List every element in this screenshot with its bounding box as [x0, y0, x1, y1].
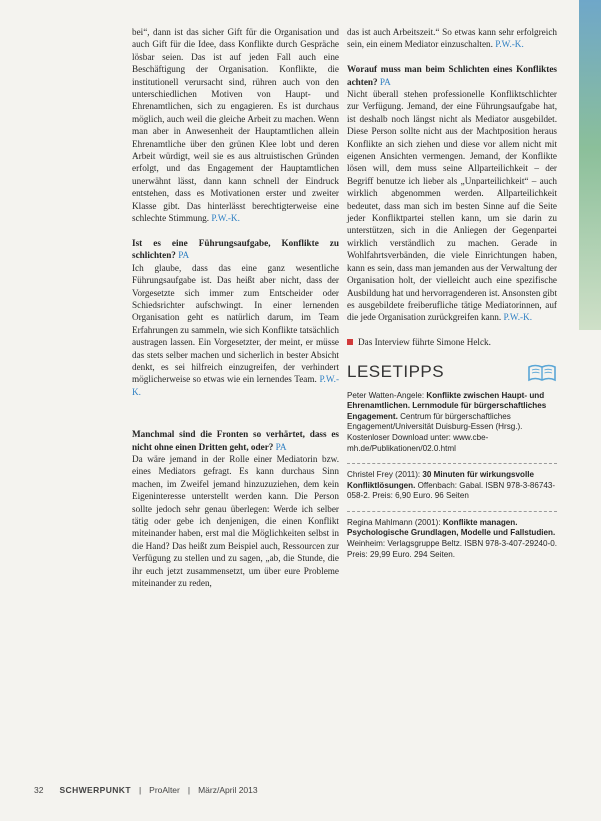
- reading-tip: Regina Mahlmann (2001): Konflikte managen. Psychologische Grundlagen, Modelle und Fallstudien. Weinheim: Verlagsgruppe Beltz. ISBN 978-3-407-29240-0. Preis: 29,99 Euro. 294 Seiten.: [347, 517, 557, 559]
- author-initials: P.W.-K.: [503, 312, 532, 323]
- right-column: [347, 26, 557, 569]
- interview-question: Ist es eine Führungsaufgabe, Konflikte zu schlichten? PA: [132, 237, 339, 261]
- red-square-bullet-icon: [347, 339, 353, 345]
- footer-separator: |: [138, 785, 142, 795]
- answer-paragraph: das ist auch Arbeitszeit.“ So etwas kann sehr erfolgreich sein, ein einem Mediator einzuschalten. P.W.-K.: [347, 27, 557, 50]
- open-book-icon: [527, 363, 557, 383]
- magazine-name: ProAlter: [149, 785, 180, 795]
- question-tag: PA: [379, 76, 391, 87]
- answer-paragraph: Nicht überall stehen professionelle Konfliktschlichter zur Verfügung. Jemand, der eine Führungsaufgabe hat, ist deshalb noch längst nicht als Mediator ausgebildet. Diese Person sollte nicht aus der Machtposition heraus Konflikte an sich ziehen und diese vor allem nicht mit eigenen Ansichten vermengen. Jemand, der Konflikte lösen will, dem muss seine Allparteilichkeit – der Begriff benutze ich lieber als „Unparteilichkeit“ – auch wirklich abgenommen werden. Allparteilichkeit bedeutet, dass man sich im besten Sinne auf die Seite jeder Konfliktpartei stellen kann, um sie darin zu unterstützen, sich in die Anliegen der Gegenpartei wirklich verständlich zu machen. Gerade in Wohlfahrtsverbänden, die viele Einrichtungen haben, kann es sein, dass man jemanden aus der Verwaltung der Organisation holt, der vielleicht auch eine spezifische Ausbildung hat und hervorragenderen ist. Ansonsten gibt es ausgebildete freiberufliche tätige Mediatorinnen, auf die jede Organisation zurückgreifen kann. P.W.-K.: [347, 89, 558, 323]
- interview-question: Manchmal sind die Fronten so verhärtet, dass es nicht ohne einen Dritten geht, oder? PA: [132, 429, 339, 452]
- page-footer: [34, 785, 258, 795]
- author-initials: P.W.-K.: [495, 39, 524, 50]
- answer-paragraph: Ich glaube, dass das eine ganz wesentliche Führungsaufgabe ist. Das heißt aber nicht, dass der Vorgesetzte sich immer zum Entscheider oder Schiedsrichter aufschwingt. In einer lernenden Organisation geht es natürlich darum, im Team Erfahrungen zu sammeln, wie sich Konflikte tatsächlich austragen lassen. Ein Vorgesetzter, der meint, er müsse das stets selber machen und sicherlich in bester Absicht denkt, es sei hilfreich einzugreifen, der verhindert möglicherweise so etwas wie ein lernendes Team. P.W.-K.: [132, 262, 340, 397]
- answer-paragraph: bei“, dann ist das sicher Gift für die Organisation und auch Gift für die Idee, dass Konflikte durch Gespräche lösbar seien. Das ist auf jeden Fall auch eine Beschäftigung der Organisation. Konflikte, die institutionell verursacht sind, rühren auch von den unterschiedlichen Motiven von Haupt- und Ehrenamtlichen, sich zu engagieren. Es ist durchaus möglich, auch weil die gleiche Arbeit zu machen. Wenn man aber in Anwesenheit der Hauptamtlichen allein Ehrenamtliche über den grünen Klee lobt und deren Arbeit würdigt, weil sie es aus altruistischen Gründen erfolgt, und das Engagement der Hauptamtlichen unerwähnt lässt, dann kann schnell der Eindruck entstehen, dass es Motivationen erster und zweiter Klasse gibt. Das hinterlässt berechtigterweise eine schlechte Stimmung. P.W.-K.: [132, 27, 339, 224]
- question-tag: PA: [178, 250, 190, 261]
- page-edge-image-strip: [579, 0, 601, 330]
- footer-separator: |: [187, 785, 191, 795]
- section-name: SCHWERPUNKT: [59, 785, 131, 795]
- interview-question: Worauf muss man beim Schlichten eines Konfliktes achten? PA: [347, 64, 557, 87]
- interview-credit: Das Interview führte Simone Helck.: [347, 336, 557, 348]
- answer-paragraph: Da wäre jemand in der Rolle einer Mediatorin bzw. eines Mediators gefragt. Es kann durchaus Sinn machen, im Zweifel jemand hinzuzuziehen, dem kein Eigeninteresse unterstellt werden kann. Die Person sollte jedoch sehr genau überlegen: Werde ich selber tätig oder gebe ich denjenigen, die einen Konflikt miteinander haben, erst mal die Möglichkeiten selbst in die Hand? Das heißt zum Beispiel auch, Ressourcen zur Verfügung zu stellen und zu sagen, „ab, die Stunde, die ihr euch jetzt zusammensetzt, um über eure Probleme miteinander zu reden,: [132, 453, 339, 589]
- page-number: 32: [34, 785, 44, 795]
- author-initials: P.W.-K.: [132, 374, 340, 397]
- issue-date: März/April 2013: [198, 785, 258, 795]
- author-initials: P.W.-K.: [211, 213, 240, 224]
- lesetipps-header: [347, 363, 557, 383]
- question-tag: PA: [275, 441, 287, 452]
- divider: [347, 511, 557, 512]
- lesetipps-title: LESETIPPS: [347, 362, 445, 382]
- divider: [347, 463, 557, 464]
- reading-tip: Christel Frey (2011): 30 Minuten für wirkungsvolle Konfliktlösungen. Offenbach: Gabal. ISBN 978-3-86743-058-2. Preis: 6,90 Euro. 96 Seiten: [347, 470, 556, 501]
- left-column: [132, 26, 339, 589]
- reading-tip: Peter Watten-Angele: Konflikte zwischen Haupt- und Ehrenamtlichen. Lernmodule für bürgerschaftliches Engagement. Centrum für bürgerschaftliches Engagement/Universität Duisburg-Essen (Hrsg.). Kostenloser Download unter: www.cbe-mh.de/Publikationen/02.0.html: [347, 390, 547, 453]
